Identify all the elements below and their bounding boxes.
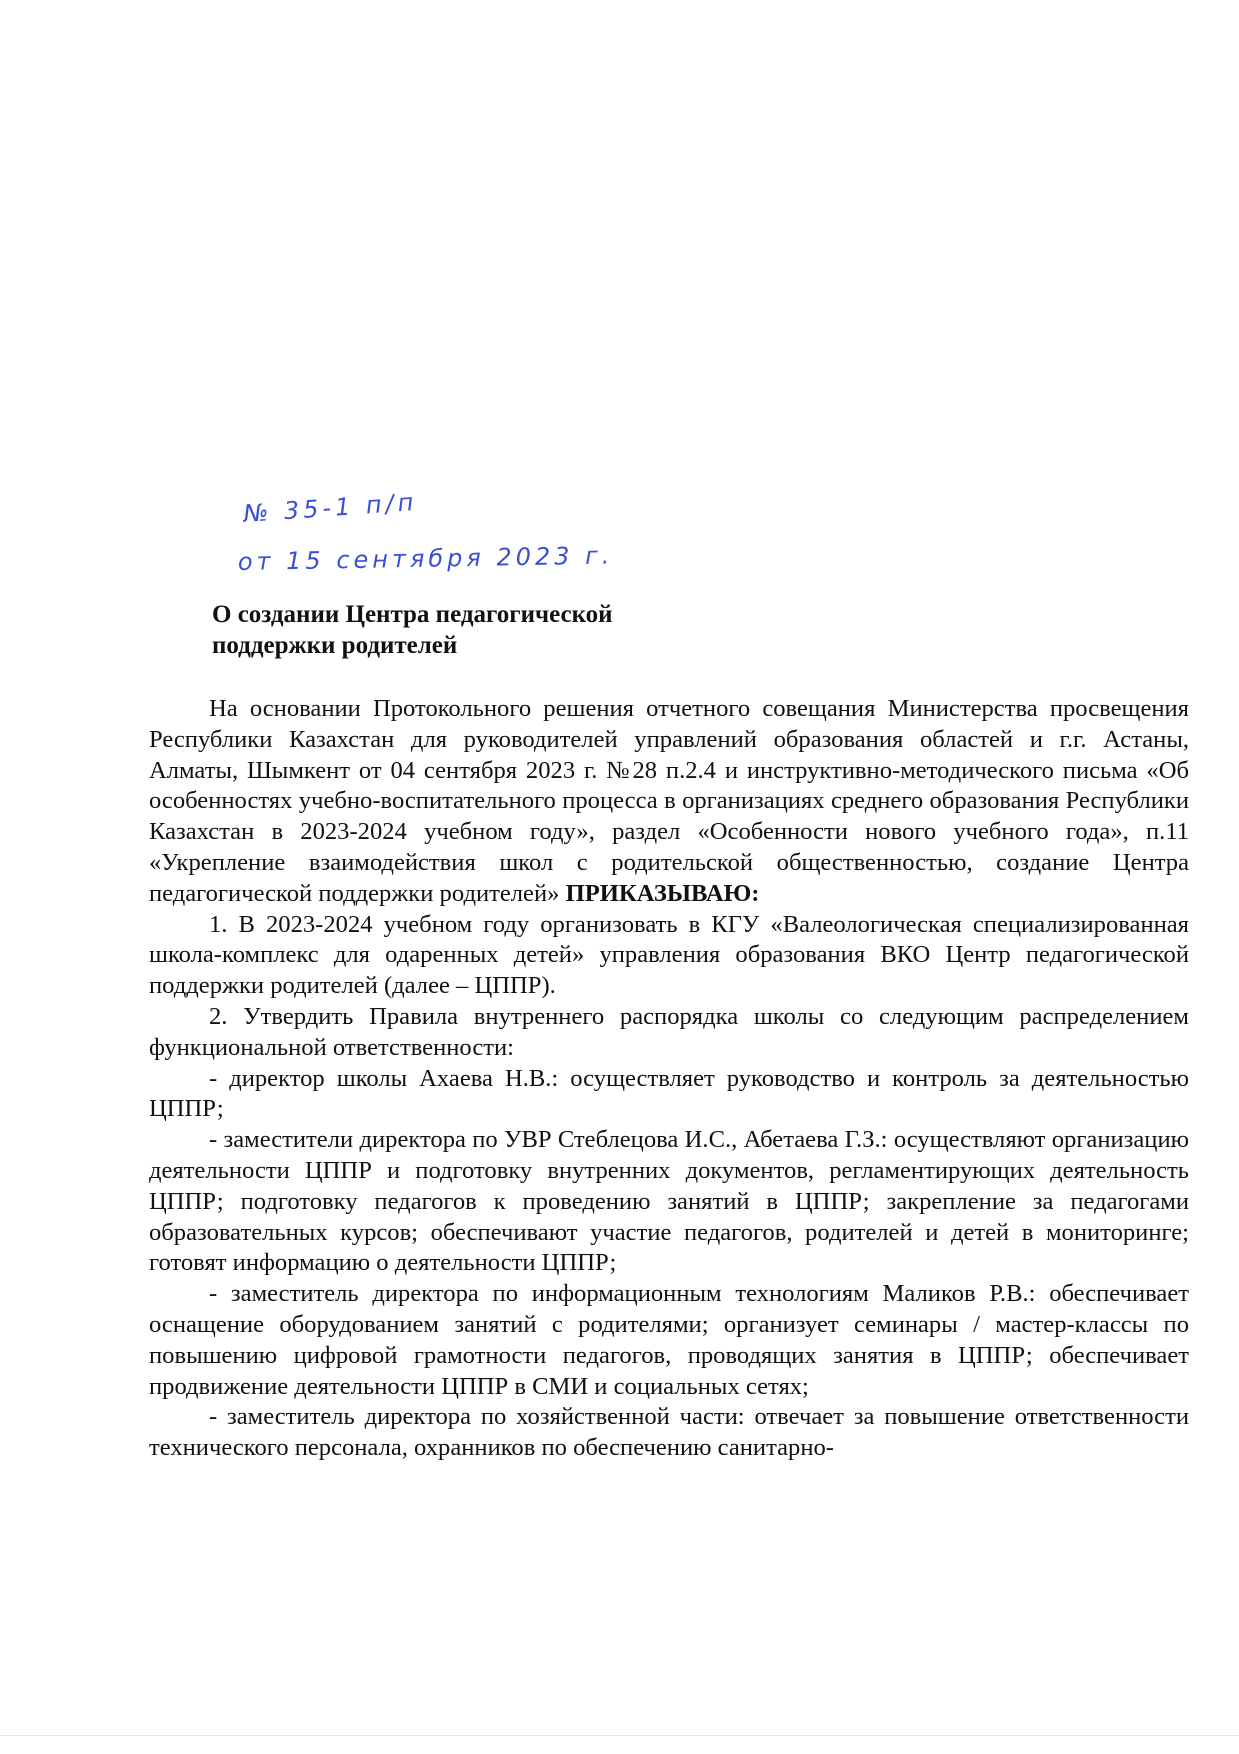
handwritten-note-line1: № 35-1 п/п [242,487,419,528]
order-word: ПРИКАЗЫВАЮ: [565,879,760,907]
preamble-paragraph [149,694,1189,910]
handwritten-registration-note [237,487,698,590]
order-item-2: 2. Утвердить Правила внутреннего распорядка школы со следующим распределением функциональной ответственности: [149,1002,1189,1061]
page-bottom-divider [0,1735,1239,1736]
responsibility-deputy-household: - заместитель директора по хозяйственной части: отвечает за повышение ответственности технического персонала, охранников по обеспечению санитарно- [149,1403,1189,1462]
handwritten-note-svg [237,487,698,590]
order-item-1: 1. В 2023-2024 учебном году организовать в КГУ «Валеологическая специализированная школа-комплекс для одаренных детей» управления образования ВКО Центр педагогической поддержки родителей (далее – ЦППР). [149,910,1189,1000]
title-line-1: О создании Центра педагогической [212,601,613,628]
title-line-2: поддержки родителей [212,632,458,659]
preamble-text: На основании Протокольного решения отчетного совещания Министерства просвещения Республики Казахстан для руководителей управлений образования областей и г.г. Астаны, Алматы, Шымкент от 04 сентября 2023 г. №28 п.2.4 и инструктивно-методического письма «Об особенностях учебно-воспитательного процесса в организациях среднего образования Республики Казахстан в 2023-2024 учебном году», раздел «Особенности нового учебного года», п.11 «Укрепление взаимодействия школ с родительской общественностью, создание Центра педагогической поддержки родителей» [149,695,1189,907]
document-title [212,599,812,661]
handwritten-note-line2: от 15 сентября 2023 г. [237,541,614,576]
responsibility-deputy-uvr: - заместители директора по УВР Стеблецова И.С., Абетаева Г.З.: осуществляют организацию деятельности ЦППР и подготовку внутренних документов, регламентирующих деятельность ЦППР; подготовку педагогов к проведению занятий в ЦППР; закрепление за педагогами образовательных курсов; обеспечивают участие педагогов, родителей и детей в мониторинге; готовят информацию о деятельности ЦППР; [149,1126,1189,1277]
responsibility-deputy-it: - заместитель директора по информационным технологиям Маликов Р.В.: обеспечивает оснащение оборудованием занятий с родителями; организует семинары / мастер-классы по повышению цифровой грамотности педагогов, проводящих занятия в ЦППР; обеспечивает продвижение деятельности ЦППР в СМИ и социальных сетях; [149,1280,1189,1400]
responsibility-director: - директор школы Ахаева Н.В.: осуществляет руководство и контроль за деятельностью ЦППР; [149,1064,1189,1123]
document-body [149,694,1189,1464]
